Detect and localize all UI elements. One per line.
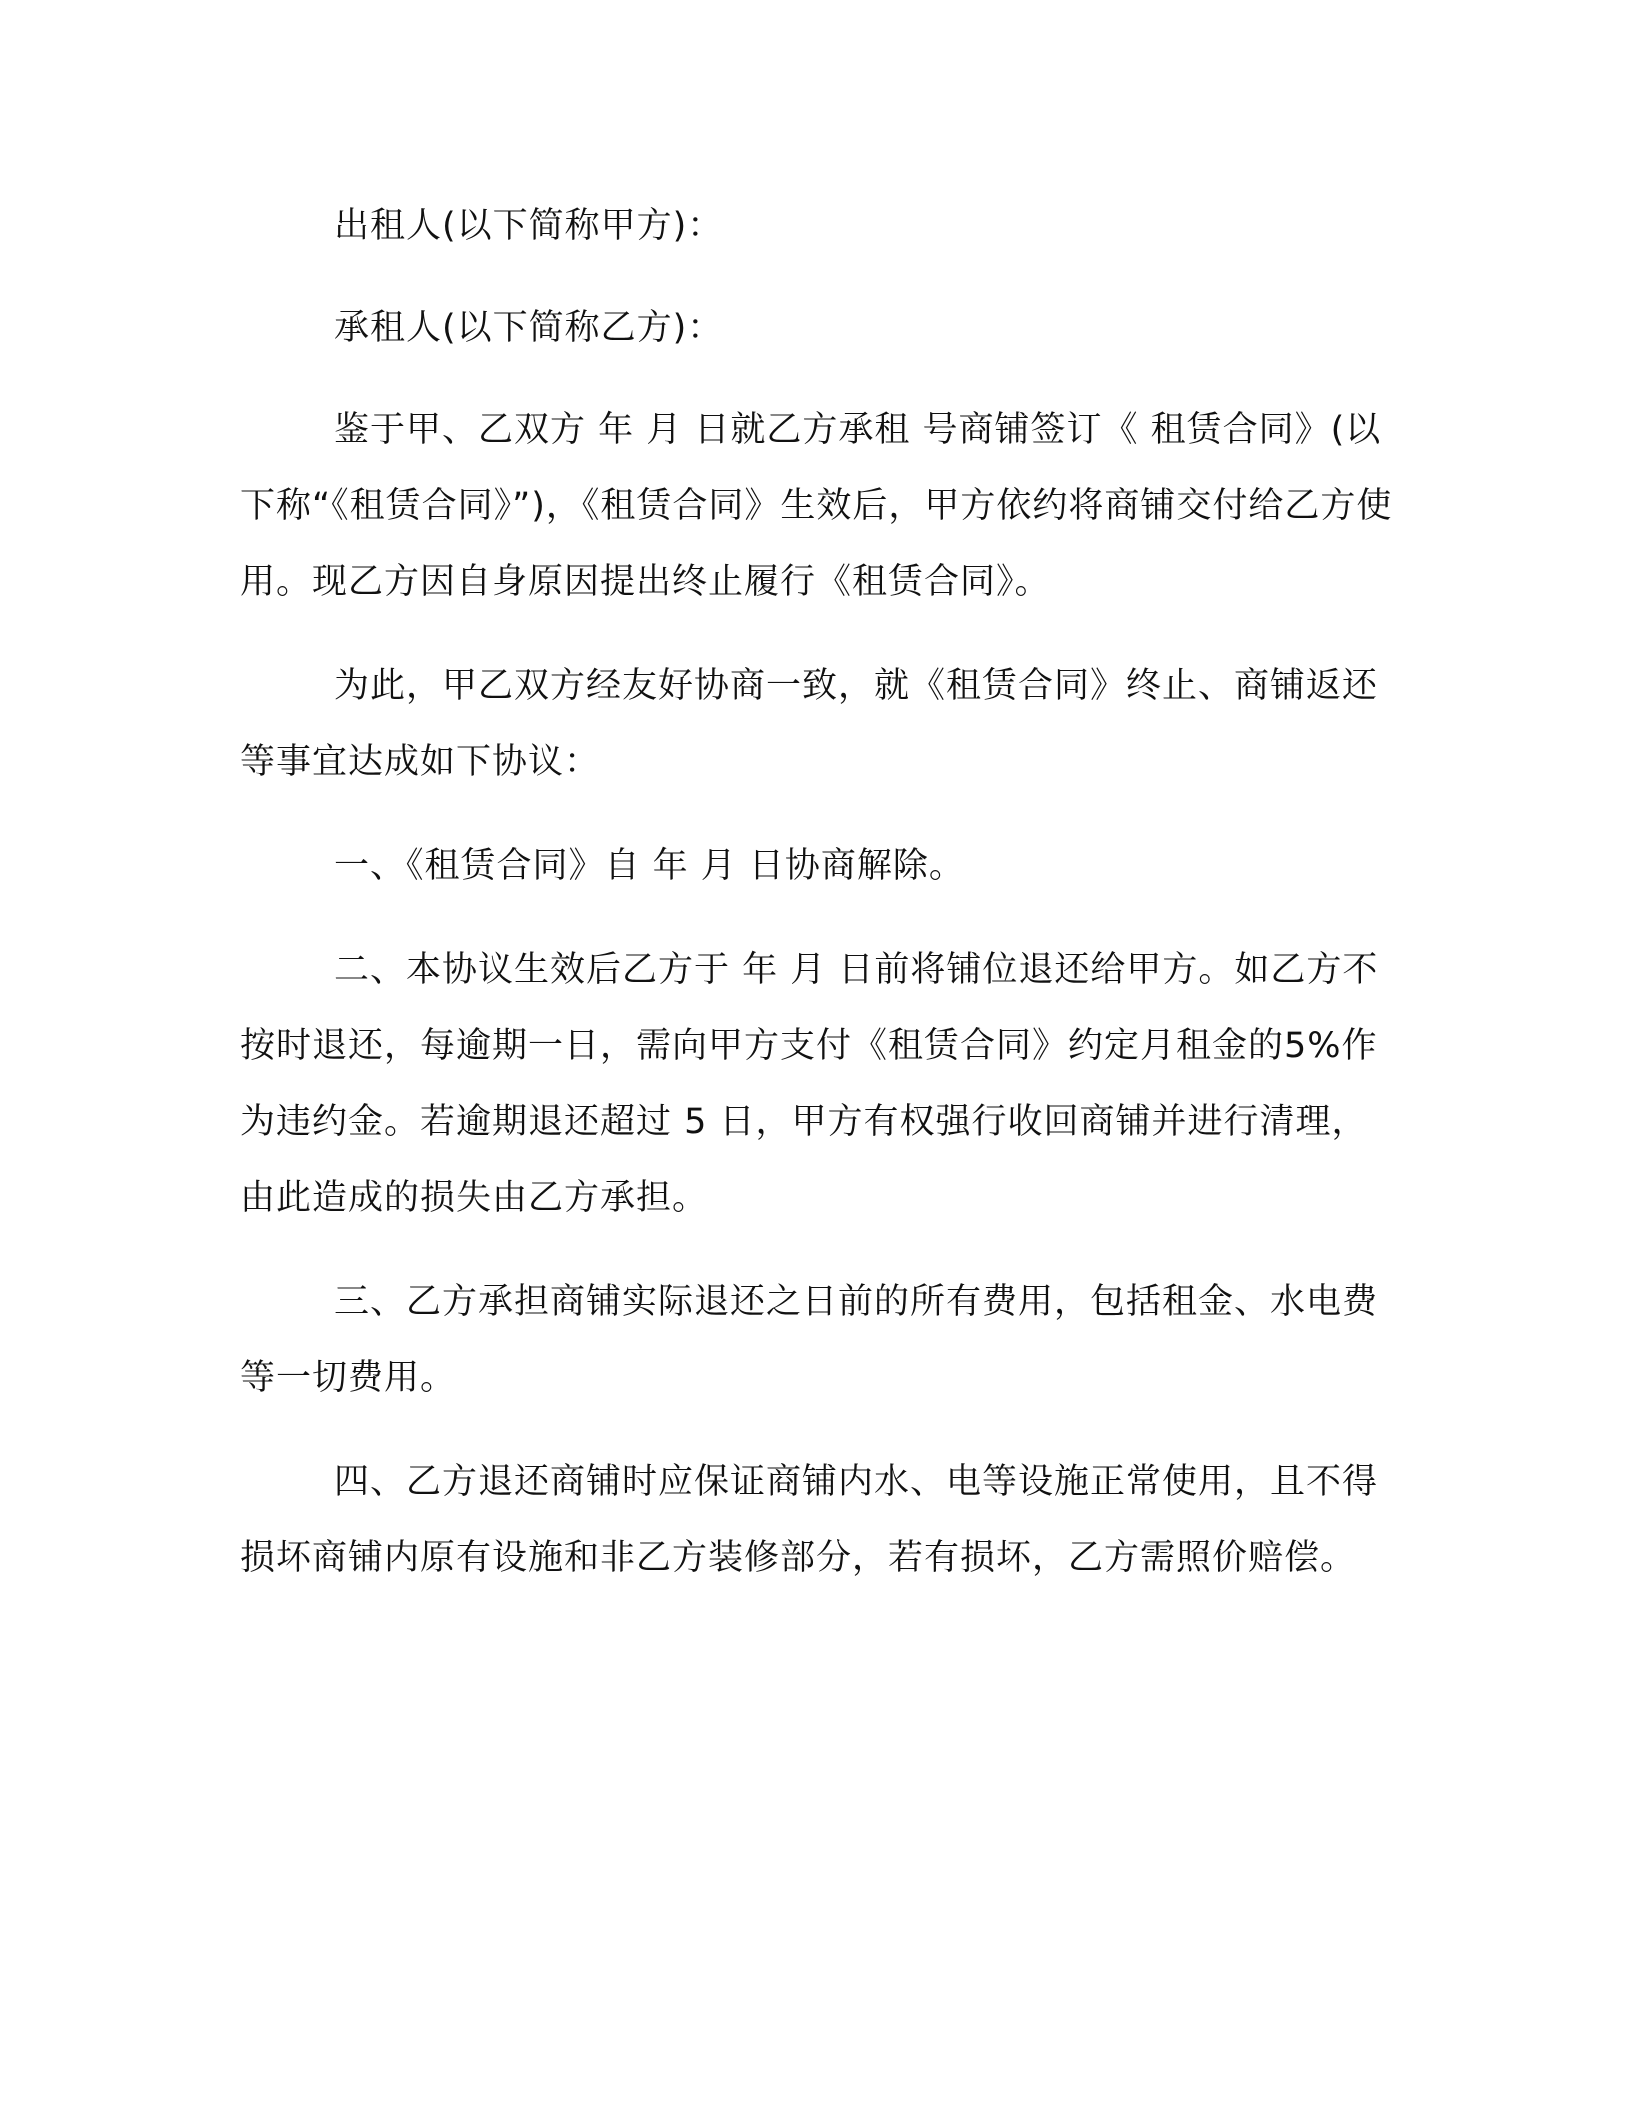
document-body xyxy=(240,188,1400,1624)
recital-paragraph: 鉴于甲、乙双方 年 月 日就乙方承租 号商铺签订《 租赁合同》(以下称“《租赁合同》”)，《租赁合同》生效后，甲方依约将商铺交付给乙方使用。现乙方因自身原因提出终止履行《租赁合同》。 xyxy=(240,410,1393,602)
clause-two: 二、本协议生效后乙方于 年 月 日前将铺位退还给甲方。如乙方不按时退还，每逾期一日，需向甲方支付《租赁合同》约定月租金的5%作为违约金。若逾期退还超过 5 日，甲方有权强行收回商铺并进行清理，由此造成的损失由乙方承担。 xyxy=(240,950,1379,1218)
clause-three: 三、乙方承担商铺实际退还之日前的所有费用，包括租金、水电费等一切费用。 xyxy=(240,1282,1379,1398)
lessor-line: 出租人(以下简称甲方)： xyxy=(334,206,724,246)
clause-one: 一、《租赁合同》自 年 月 日协商解除。 xyxy=(334,846,965,886)
lessee-line: 承租人(以下简称乙方)： xyxy=(334,308,724,348)
clause-four: 四、乙方退还商铺时应保证商铺内水、电等设施正常使用，且不得损坏商铺内原有设施和非乙方装修部分，若有损坏，乙方需照价赔偿。 xyxy=(240,1462,1379,1578)
agreement-intro-paragraph: 为此，甲乙双方经友好协商一致，就《租赁合同》终止、商铺返还等事宜达成如下协议： xyxy=(240,666,1379,782)
